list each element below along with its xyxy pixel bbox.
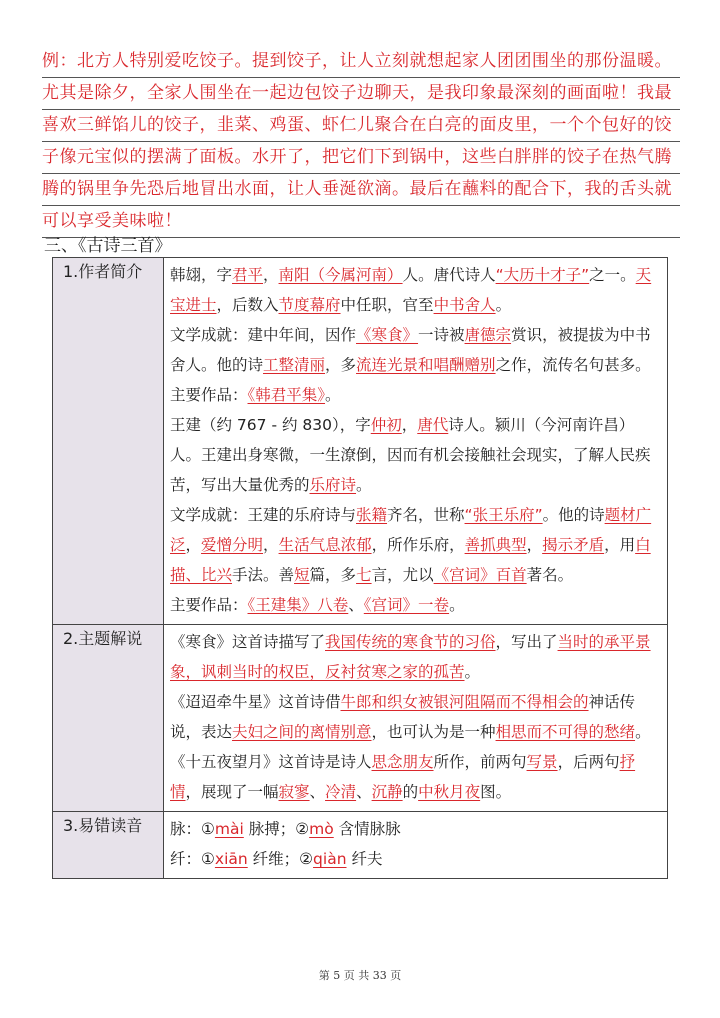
table-row-author xyxy=(53,258,668,625)
pronunciation-content xyxy=(164,812,668,879)
intro-line: 喜欢三鲜馅儿的饺子，韭菜、鸡蛋、虾仁儿聚合在白亮的面皮里，一个个包好的饺 xyxy=(42,110,680,142)
han-works: 主要作品：《韩君平集》。 xyxy=(170,386,341,404)
row-label: 3.易错读音 xyxy=(53,812,164,879)
intro-line: 尤其是除夕，全家人围坐在一起边包饺子边聊天，是我印象最深刻的画面啦！我最 xyxy=(42,78,680,110)
intro-line: 可以享受美味啦！ xyxy=(42,206,680,238)
section-title: 三、《古诗三首》 xyxy=(44,236,172,256)
table-row-pronunciation xyxy=(53,812,668,879)
pron-mai: 脉：①mài 脉搏；②mò 含情脉脉 xyxy=(170,820,401,838)
row-label: 2.主题解说 xyxy=(53,625,164,812)
row-label: 1.作者简介 xyxy=(53,258,164,625)
author-content xyxy=(164,258,668,625)
intro-line: 子像元宝似的摆满了面板。水开了，把它们下到锅中，这些白胖胖的饺子在热气腾 xyxy=(42,142,680,174)
intro-paragraph xyxy=(42,46,680,238)
intro-line: 腾的锅里争先恐后地冒出水面，让人垂涎欲滴。最后在蘸料的配合下，我的舌头就 xyxy=(42,174,680,206)
wang-works: 主要作品：《王建集》八卷、《宫词》一卷。 xyxy=(170,596,465,614)
theme-hanshi: 《寒食》这首诗描写了我国传统的寒食节的习俗，写出了当时的承平景象，讽刺当时的权臣，反衬贫寒之家的孤苦。 xyxy=(170,633,651,681)
wang-achievement: 文学成就：王建的乐府诗与张籍齐名，世称“张王乐府”。他的诗题材广泛，爱憎分明，生活气息浓郁，所作乐府，善抓典型，揭示矛盾，用白描、比兴手法。善短篇，多七言，尤以《宫词》百首著名。 xyxy=(170,506,652,584)
table-row-theme xyxy=(53,625,668,812)
page-footer: 第 5 页 共 33 页 xyxy=(318,969,402,982)
intro-line: 例：北方人特别爱吃饺子。提到饺子，让人立刻就想起家人团团围坐的那份温暖。 xyxy=(42,46,680,78)
theme-tiaotiao: 《迢迢牵牛星》这首诗借牛郎和织女被银河阻隔而不得相会的神话传说，表达夫妇之间的离情别意，也可认为是一种相思而不可得的愁绪。 xyxy=(170,693,651,741)
poem-info-table xyxy=(52,257,668,879)
han-intro: 韩翃，字君平，南阳（今属河南）人。唐代诗人“大历十才子”之一。天宝进士，后数入节度幕府中任职，官至中书舍人。 xyxy=(170,266,652,314)
han-achievement: 文学成就：建中年间，因作《寒食》一诗被唐德宗赏识，被提拔为中书舍人。他的诗工整清丽，多流连光景和唱酬赠别之作，流传名句甚多。 xyxy=(170,326,651,374)
theme-content xyxy=(164,625,668,812)
theme-shiwu: 《十五夜望月》这首诗是诗人思念朋友所作，前两句写景，后两句抒情，展现了一幅寂寥、冷清、沉静的中秋月夜图。 xyxy=(170,753,636,801)
wang-intro: 王建（约 767 - 约 830），字仲初，唐代诗人。颍川（今河南许昌）人。王建出身寒微，一生潦倒，因而有机会接触社会现实，了解人民疾苦，写出大量优秀的乐府诗。 xyxy=(170,416,651,494)
pron-qian: 纤：①xiān 纤维；②qiàn 纤夫 xyxy=(170,850,383,868)
